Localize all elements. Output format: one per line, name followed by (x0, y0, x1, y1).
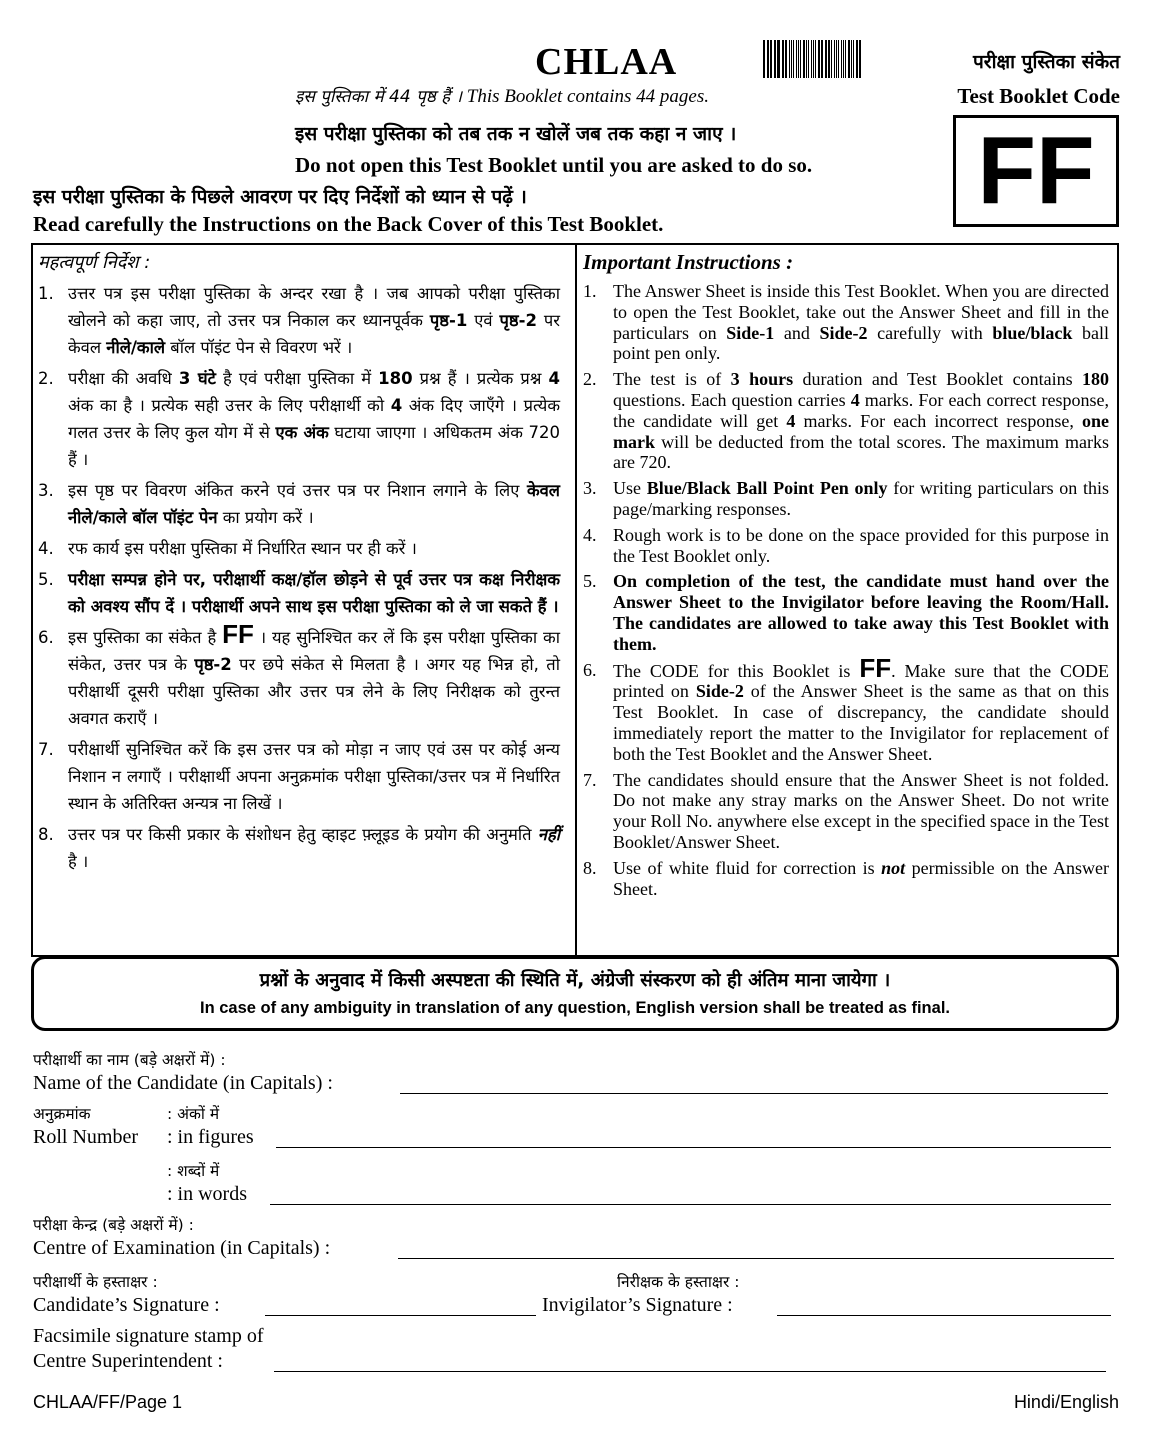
instruction-number: 8. (38, 825, 54, 844)
instruction-number: 7. (583, 769, 597, 790)
plain-text: प्रश्न हैं । प्रत्येक प्रश्न (412, 369, 549, 388)
plain-text: पर केवल (68, 311, 560, 357)
emphasis-text: 4 (786, 410, 796, 431)
instruction-item (38, 280, 560, 361)
plain-text: Rough work is to be done on the space provided for this purpose in the Test Booklet only. (613, 524, 1109, 566)
barcode-bar (822, 40, 823, 78)
emphasis-text: Side-2 (695, 681, 744, 702)
emphasis-text: नहीं (537, 825, 560, 844)
instruction-text (613, 281, 1109, 364)
barcode-bar (777, 40, 779, 78)
instruction-number: 8. (583, 857, 597, 878)
barcode-bar (803, 40, 805, 78)
emphasis-text: परीक्षा सम्पन्न होने पर, परीक्षार्थी कक्ष/हॉल छोड़ने से पूर्व उत्तर पत्र कक्ष निरीक्षक को अवश्य सौंप दें । परीक्षार्थी अपने साथ इस परीक्षा पुस्तिका को ले जा सकते हैं । (68, 570, 560, 616)
barcode-bar (851, 40, 852, 78)
barcode-bar (782, 40, 783, 78)
roll-words-label-hindi: : शब्दों में (167, 1162, 220, 1180)
barcode-bar (818, 40, 820, 78)
candidate-name-label-hindi: परीक्षार्थी का नाम (बड़े अक्षरों में) : (33, 1051, 226, 1069)
emphasis-text: 3 घंटे (178, 369, 216, 388)
ambiguity-english: In case of any ambiguity in translation of any question, English version shall be treated as final. (199, 999, 950, 1017)
plain-text: पर छपे संकेत से मिलता है । अगर यह भिन्न हो, तो परीक्षार्थी दूसरी परीक्षा पुस्तिका और उत्तर पत्र लेने के लिए निरीक्षक को तुरन्त अवगत कराएँ । (68, 655, 560, 728)
barcode-bar (796, 40, 797, 78)
roll-words-field[interactable] (270, 1204, 1111, 1205)
instruction-item (583, 478, 1109, 520)
barcode-bar (793, 40, 794, 78)
roll-number-label: Roll Number (33, 1126, 138, 1148)
barcode-bar (856, 40, 858, 78)
instruction-item (583, 858, 1109, 900)
test-booklet-code-box: FF (953, 115, 1119, 227)
barcode-bar (763, 40, 765, 78)
page-footer-id: CHLAA/FF/Page 1 (33, 1392, 183, 1412)
barcode-bar (831, 40, 832, 78)
instruction-text (613, 525, 1109, 567)
read-instructions-hindi: इस परीक्षा पुस्तिका के पिछले आवरण पर दिए निर्देशों को ध्यान से पढ़ें । (33, 186, 527, 208)
barcode-bar (768, 40, 769, 78)
instruction-item (38, 619, 560, 732)
plain-text: carefully with (867, 322, 993, 343)
plain-text: questions. Each question carries (613, 389, 851, 410)
barcode-bar (843, 40, 845, 78)
stamp-label-line1: Facsimile signature stamp of (33, 1325, 264, 1347)
do-not-open-hindi: इस परीक्षा पुस्तिका को तब तक न खोलें जब तक कहा न जाए । (295, 123, 737, 145)
instruction-number: 2. (38, 369, 54, 388)
page-footer-language: Hindi/English (1013, 1392, 1119, 1412)
plain-text: रफ कार्य इस परीक्षा पुस्तिका में निर्धारित स्थान पर ही करें । (68, 539, 417, 558)
barcode-bar (783, 40, 784, 78)
ambiguity-hindi: प्रश्नों के अनुवाद में किसी अस्पष्टता की स्थिति में, अंग्रेजी संस्करण को ही अंतिम माना जायेगा । (259, 970, 891, 991)
instruction-item (583, 770, 1109, 853)
barcode-bar (838, 40, 839, 78)
plain-text: घटाया जाएगा । अधिकतम अंक 720 हैं । (68, 423, 561, 469)
instruction-text (68, 619, 560, 732)
plain-text: परीक्षार्थी सुनिश्चित करें कि इस उत्तर पत्र को मोड़ा न जाए एवं उस पर कोई अन्य निशान न लगाएँ । परीक्षार्थी अपना अनुक्रमांक परीक्षा पुस्तिका/उत्तर पत्र में निर्धारित स्थान के अतिरिक्त अन्यत्र ना लिखें । (68, 740, 560, 813)
instruction-item (38, 365, 560, 473)
instruction-item (38, 477, 560, 531)
barcode-bar (859, 40, 860, 78)
candidate-name-label: Name of the Candidate (in Capitals) : (33, 1072, 333, 1094)
barcode-bar (811, 40, 813, 78)
instruction-number: 1. (583, 281, 597, 301)
plain-text: अंक दिए जाएँगे । प्रत्येक गलत उत्तर के लिए कुल योग में से (68, 396, 560, 442)
roll-figures-field[interactable] (276, 1147, 1111, 1148)
barcode (763, 40, 863, 78)
emphasis-text: केवल नीले/काले बॉल पॉइंट पेन (68, 481, 560, 527)
instruction-item (38, 736, 560, 817)
instruction-text (613, 858, 1109, 900)
barcode-bar (789, 40, 791, 78)
instruction-item (583, 571, 1109, 654)
ambiguity-notice (31, 956, 1119, 1031)
plain-text: अंक का है । प्रत्येक सही उत्तर के लिए परीक्षार्थी को (68, 396, 391, 415)
centre-field[interactable] (398, 1258, 1114, 1259)
barcode-bar (860, 40, 861, 78)
instruction-number: 5. (38, 570, 54, 589)
superintendent-stamp-field[interactable] (274, 1371, 1106, 1372)
invigilator-signature-field[interactable] (777, 1315, 1111, 1316)
instruction-item (38, 821, 560, 875)
emphasis-text: On completion of the test, the candidate must hand over the Answer Sheet to the Invigilator before leaving the Room/Hall. The candidates are allowed to take away this Test Booklet with them. (613, 571, 1109, 654)
plain-text: इस पृष्ठ पर विवरण अंकित करने एवं उत्तर पत्र पर निशान लगाने के लिए (68, 481, 527, 500)
instruction-number: 1. (38, 284, 54, 303)
plain-text: है । (68, 852, 89, 871)
invigilator-signature-label: Invigilator’s Signature : (542, 1294, 733, 1316)
emphasis-text: Blue/Black Ball Point Pen only (646, 478, 888, 499)
candidate-name-field[interactable] (400, 1093, 1108, 1094)
emphasis-text: 4 (548, 369, 560, 388)
instruction-text (613, 571, 1109, 654)
barcode-bar (853, 40, 854, 78)
emphasis-text: one mark (613, 410, 1109, 452)
instruction-number: 2. (583, 369, 597, 390)
plain-text: इस पुस्तिका का संकेत है (68, 628, 223, 647)
emphasis-text: 180 (1082, 369, 1109, 390)
instruction-number: 5. (583, 571, 597, 592)
emphasis-text: 4 (390, 396, 403, 415)
barcode-bar (836, 40, 838, 78)
plain-text: उत्तर पत्र पर किसी प्रकार के संशोधन हेतु व्हाइट फ़्लूइड के प्रयोग की अनुमति (68, 825, 538, 844)
plain-text: बॉल पॉइंट पेन से विवरण भरें । (165, 338, 353, 357)
candidate-signature-label: Candidate’s Signature : (33, 1294, 220, 1316)
roll-figures-label-hindi: : अंकों में (167, 1105, 220, 1123)
roll-figures-label: : in figures (167, 1126, 254, 1148)
barcode-bar (813, 40, 814, 78)
barcode-bar (775, 40, 776, 78)
instructions-english (583, 250, 1109, 904)
instruction-item (583, 369, 1109, 473)
plain-text: । यह सुनिश्चित कर लें कि इस परीक्षा पुस्तिका का संकेत, उत्तर पत्र के (68, 628, 560, 674)
plain-text: marks. For each correct response, the candidate will get (613, 389, 1110, 431)
plain-text: The CODE for this Booklet is (613, 660, 860, 681)
instruction-number: 4. (583, 524, 597, 545)
instruction-item (38, 566, 560, 620)
barcode-bar (767, 40, 768, 78)
barcode-bar (770, 40, 772, 78)
instructions-hindi (38, 250, 560, 879)
column-divider (575, 243, 577, 957)
emphasis-text: 4 (850, 389, 860, 410)
instruction-number: 6. (38, 628, 54, 647)
code-label-english: Test Booklet Code (957, 84, 1120, 108)
plain-text: permissible on the Answer Sheet. (613, 857, 1109, 899)
instruction-text (613, 369, 1109, 473)
plain-text: and (774, 322, 820, 343)
barcode-bar (845, 40, 846, 78)
emphasis-text: पृष्ठ-2 (499, 311, 537, 330)
roll-words-label: : in words (167, 1183, 247, 1205)
stamp-label-line2: Centre Superintendent : (33, 1350, 223, 1372)
plain-text: एवं (467, 311, 500, 330)
barcode-bar (841, 40, 842, 78)
instruction-number: 3. (38, 481, 54, 500)
centre-label-hindi: परीक्षा केन्द्र (बड़े अक्षरों में) : (33, 1216, 194, 1234)
instruction-text (68, 535, 560, 562)
plain-text: The candidates should ensure that the Answer Sheet is not folded. Do not make any stray marks on the Answer Sheet. Do not write your Roll No. anywhere else except in the specified space in the Test Booklet/Answer Sheet. (613, 769, 1109, 852)
centre-label: Centre of Examination (in Capitals) : (33, 1237, 331, 1259)
plain-text: will be deducted from the total scores. The maximum marks are 720. (613, 431, 1109, 473)
emphasis-text: नीले/काले (106, 338, 166, 357)
instruction-text (68, 821, 560, 875)
plain-text: Use (613, 478, 647, 499)
instruction-text (68, 566, 560, 620)
emphasis-text: FF (222, 619, 254, 649)
plain-text: marks. For each incorrect response, (795, 410, 1082, 431)
instruction-text (613, 478, 1109, 520)
pages-line (295, 84, 709, 108)
instruction-text (68, 477, 560, 531)
emphasis-text: not (881, 857, 906, 878)
barcode-bar (798, 40, 800, 78)
barcode-bar (806, 40, 807, 78)
barcode-bar (828, 40, 830, 78)
roll-number-label-hindi: अनुक्रमांक (33, 1105, 91, 1123)
emphasis-text: Side-2 (819, 322, 868, 343)
pages-hindi: इस पुस्तिका में 44 पृष्ठ हैं । (295, 87, 463, 107)
plain-text: उत्तर पत्र इस परीक्षा पुस्तिका के अन्दर रखा है । जब आपको परीक्षा पुस्तिका खोलने को कहा जाए, तो उत्तर पत्र निकाल कर ध्यानपूर्वक (68, 284, 560, 330)
instructions-english-title: Important Instructions : (583, 250, 794, 274)
instruction-number: 6. (583, 659, 597, 680)
instruction-text (68, 736, 560, 817)
barcode-bar (825, 40, 827, 78)
instruction-item (583, 281, 1109, 364)
emphasis-text: Side-1 (726, 322, 775, 343)
instruction-text (68, 365, 560, 473)
instruction-number: 3. (583, 478, 597, 499)
instruction-item (38, 535, 560, 562)
instruction-number: 4. (38, 539, 54, 558)
candidate-signature-field[interactable] (265, 1315, 536, 1316)
instruction-text (613, 652, 1109, 765)
barcode-bar (800, 40, 801, 78)
instruction-item (583, 652, 1109, 765)
plain-text: का प्रयोग करें । (217, 508, 314, 527)
invigilator-signature-label-hindi: निरीक्षक के हस्ताक्षर : (617, 1273, 740, 1291)
plain-text: duration and Test Booklet contains (793, 369, 1082, 390)
booklet-name: CHLAA (535, 41, 678, 83)
barcode-bar (821, 40, 822, 78)
plain-text: The Answer Sheet is inside this Test Booklet. When you are directed to open the Test Booklet, take out the Answer Sheet and fill in the particulars on (613, 281, 1109, 343)
barcode-bar (834, 40, 835, 78)
barcode-bar (791, 40, 792, 78)
barcode-bar (785, 40, 787, 78)
barcode-bar (808, 40, 809, 78)
plain-text: ball point pen only. (613, 322, 1109, 364)
instruction-text (68, 280, 560, 361)
barcode-bar (815, 40, 816, 78)
emphasis-text: 3 hours (730, 369, 794, 390)
code-label-hindi: परीक्षा पुस्तिका संकेत (973, 51, 1120, 73)
emphasis-text: blue/black (992, 322, 1073, 343)
emphasis-text: पृष्ठ-2 (194, 655, 232, 674)
barcode-bar (774, 40, 775, 78)
plain-text: है एवं परीक्षा पुस्तिका में (215, 369, 379, 388)
instruction-text (613, 770, 1109, 853)
plain-text: The test is of (613, 369, 731, 390)
barcode-bar (848, 40, 850, 78)
plain-text: for writing particulars on this page/marking responses. (613, 478, 1110, 519)
instructions-hindi-title: महत्वपूर्ण निर्देश : (38, 252, 151, 273)
plain-text: परीक्षा की अवधि (68, 369, 179, 388)
emphasis-text: एक अंक (275, 423, 329, 442)
instruction-number: 7. (38, 740, 54, 759)
plain-text: Use of white fluid for correction is (613, 857, 882, 878)
emphasis-text: FF (859, 652, 892, 683)
emphasis-text: 180 (378, 369, 413, 388)
read-instructions-english: Read carefully the Instructions on the Back Cover of this Test Booklet. (33, 212, 664, 236)
emphasis-text: पृष्ठ-1 (429, 311, 468, 330)
do-not-open-english: Do not open this Test Booklet until you are asked to do so. (295, 153, 813, 177)
pages-english: This Booklet contains 44 pages. (466, 86, 710, 107)
plain-text: . Make sure that the CODE printed on (613, 660, 1109, 702)
plain-text: of the Answer Sheet is the same as that on this Test Booklet. In case of discrepancy, the candidate should immediately report the matter to the Invigilator for replacement of both the Test Booklet and the Answer Sheet. (613, 681, 1109, 764)
candidate-signature-label-hindi: परीक्षार्थी के हस्ताक्षर : (33, 1273, 158, 1291)
instruction-item (583, 525, 1109, 567)
